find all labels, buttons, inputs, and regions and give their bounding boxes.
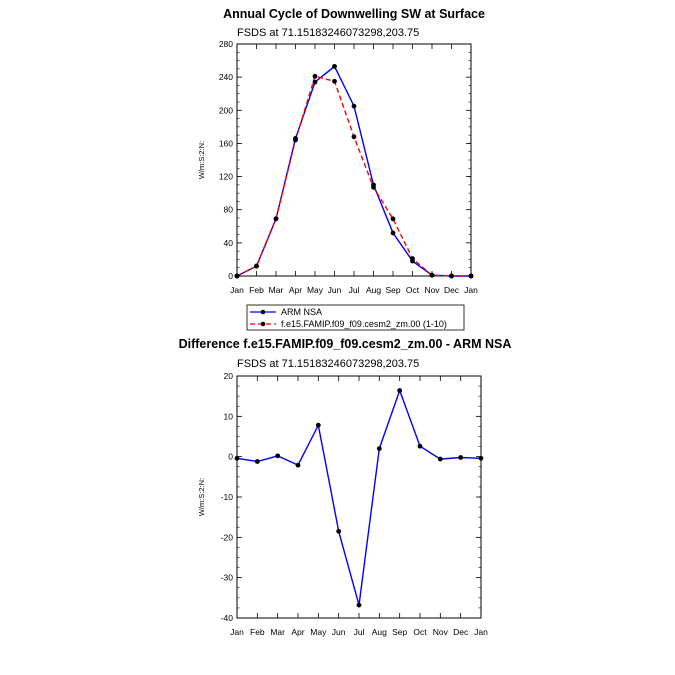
chart1-x-tick-label: Jan — [230, 285, 244, 295]
chart2-subtitle: FSDS at 71.15183246073298,203.75 — [237, 358, 420, 370]
chart2-x-tick-label: Jan — [474, 627, 488, 637]
chart1-series-2-point — [449, 274, 454, 279]
chart1-series-2-point — [293, 138, 298, 143]
chart2-y-tick-label: 20 — [223, 371, 233, 381]
chart1-y-tick-label: 240 — [218, 72, 233, 83]
legend-marker-series-2 — [261, 322, 266, 327]
chart2-series-1-point — [235, 456, 240, 461]
chart2-x-tick-label: Apr — [291, 627, 305, 637]
chart1-x-tick-label: Jun — [327, 285, 342, 295]
chart1-series-2-point — [391, 216, 396, 221]
chart1-series-2-point — [313, 74, 318, 79]
chart1-series-2-point — [332, 79, 337, 84]
chart2-series-1-point — [377, 446, 382, 451]
chart2-y-tick-label: 10 — [223, 411, 233, 422]
chart1-series-2-point — [430, 273, 435, 278]
chart2-series-1-point — [336, 529, 341, 534]
chart1-y-tick-label: 80 — [223, 204, 233, 215]
chart1-x-tick-label: Oct — [405, 285, 420, 295]
chart2-y-axis-label: W/m:S:2:N: — [197, 477, 206, 517]
chart2-y-tick-label: 0 — [228, 451, 233, 462]
legend-label-series-2: f.e15.FAMIP.f09_f09.cesm2_zm.00 (1-10) — [281, 319, 447, 329]
chart2-series-1-point — [296, 463, 301, 468]
chart2-x-tick-label: Jul — [353, 627, 365, 637]
chart2-series-1-point — [255, 459, 260, 464]
chart1-series-1-line — [237, 66, 471, 276]
chart1-x-tick-label: May — [306, 285, 324, 295]
chart1-x-tick-label: Apr — [288, 285, 303, 295]
chart2-y-tick-label: -20 — [220, 532, 233, 543]
chart1-title: Annual Cycle of Downwelling SW at Surface — [223, 7, 485, 21]
chart2-x-tick-label: Feb — [250, 627, 265, 637]
chart1-y-tick-label: 200 — [218, 105, 233, 116]
chart1-series-1-point — [332, 64, 337, 69]
chart2-x-tick-label: Nov — [432, 627, 448, 637]
chart2-x-tick-label: Mar — [270, 627, 285, 637]
chart1-x-tick-label: Feb — [249, 285, 264, 295]
chart1-x-tick-label: Jan — [464, 285, 478, 295]
chart1-series-1-point — [313, 80, 318, 85]
chart2-plot — [221, 371, 488, 637]
chart1-series-2-point — [235, 274, 240, 279]
legend-marker-series-1 — [261, 310, 266, 315]
chart1-y-tick-label: 0 — [228, 271, 233, 281]
chart2-series-1-point — [275, 453, 280, 458]
chart2-plot-frame — [237, 376, 481, 618]
chart1-plot — [219, 39, 478, 295]
chart2-x-tick-label: Aug — [371, 627, 387, 637]
chart2-series-1-point — [458, 455, 463, 460]
chart1-series-1-point — [391, 231, 396, 236]
chart1-x-tick-label: Jul — [348, 285, 360, 295]
chart2-x-tick-label: Jan — [230, 627, 244, 637]
chart1-legend — [247, 305, 464, 330]
chart1-plot-frame — [237, 44, 471, 276]
chart1-series-2-point — [469, 274, 474, 279]
chart2-title: Difference f.e15.FAMIP.f09_f09.cesm2_zm.00 - ARM NSA — [178, 337, 512, 351]
chart2-y-tick-label: -30 — [220, 572, 233, 583]
chart2-x-tick-label: May — [310, 627, 327, 637]
chart2-x-tick-label: Oct — [413, 627, 427, 637]
chart1-y-tick-label: 40 — [223, 237, 233, 248]
chart2-x-tick-label: Sep — [392, 627, 408, 637]
chart1-series-2-point — [274, 216, 279, 221]
chart1-x-tick-label: Nov — [424, 285, 440, 295]
chart2-series-1-point — [316, 423, 321, 428]
chart1-series-2-point — [410, 256, 415, 261]
chart1-series-2-point — [352, 134, 357, 139]
chart2-y-tick-label: -10 — [220, 492, 233, 502]
chart1-y-tick-label: 160 — [218, 138, 233, 149]
chart1-y-tick-label: 280 — [218, 39, 233, 49]
chart1-series-2-point — [371, 185, 376, 190]
chart1-x-tick-label: Dec — [443, 285, 460, 295]
chart2-x-tick-label: Dec — [453, 627, 469, 637]
chart1-series-1-point — [352, 104, 357, 109]
chart2-series-1-point — [418, 444, 423, 449]
chart2-series-1-point — [397, 388, 402, 393]
chart2-x-tick-label: Jun — [331, 627, 346, 637]
legend-label-series-1: ARM NSA — [281, 307, 323, 317]
chart2-y-tick-label: -40 — [220, 613, 233, 623]
chart1-y-tick-label: 120 — [218, 171, 233, 182]
chart2-series-1-point — [357, 603, 362, 608]
chart1-x-tick-label: Aug — [365, 285, 382, 295]
chart2-series-1-line — [237, 391, 481, 606]
chart1-subtitle: FSDS at 71.15183246073298,203.75 — [237, 27, 420, 39]
chart2-series-1-point — [479, 456, 484, 461]
chart1-x-tick-label: Mar — [268, 285, 284, 295]
chart1-y-axis-label: W/m:S:2:N: — [197, 140, 206, 180]
chart1-x-tick-label: Sep — [385, 285, 401, 295]
chart1-series-2-point — [254, 264, 259, 269]
chart2-series-1-point — [438, 457, 443, 462]
